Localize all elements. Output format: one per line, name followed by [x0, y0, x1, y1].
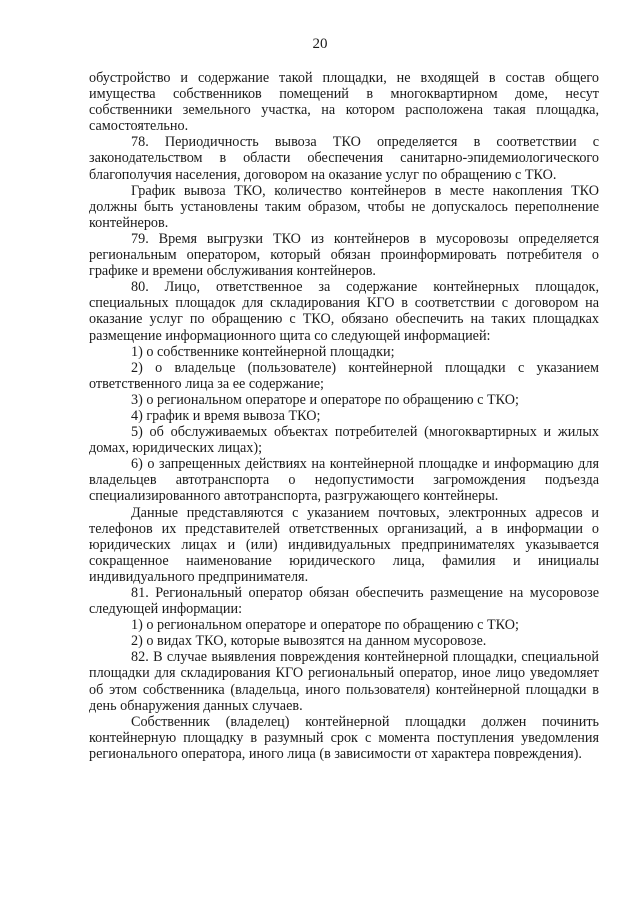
paragraph-owner-repair: Собственник (владелец) контейнерной площадки должен починить контейнерную площадку в разумный срок с момента поступления уведомления регионального оператора, иного лица (в зависимости от характера повреждения).	[89, 713, 599, 762]
list-item-80-2: 2) о владельце (пользователе) контейнерной площадки с указанием ответственного лица за ее содержание;	[89, 359, 599, 392]
list-item-80-1: 1) о собственнике контейнерной площадки;	[131, 343, 395, 360]
paragraph-78: 78. Периодичность вывоза ТКО определяется в соответствии с законодательством в области обеспечения санитарно-эпидемиологического благополучия населения, договором на оказание услуг по обращению с ТКО.	[89, 134, 599, 183]
paragraph-continuation: обустройство и содержание такой площадки, не входящей в состав общего имущества собственников помещений в многоквартирном доме, несут собственники земельного участка, на котором расположена такая площадка, самостоятельно.	[89, 70, 599, 135]
paragraph-81: 81. Региональный оператор обязан обеспечить размещение на мусоровозе следующей информации:	[89, 585, 599, 618]
document-body	[89, 70, 599, 762]
list-item-80-4: 4) график и время вывоза ТКО;	[131, 407, 321, 424]
list-item-80-5: 5) об обслуживаемых объектах потребителей (многоквартирных и жилых домах, юридических лицах);	[89, 424, 599, 457]
list-item-80-6: 6) о запрещенных действиях на контейнерной площадке и информацию для владельцев автотранспорта о недопустимости загромождения подъезда специализированного автотранспорта, разгружающего контейнеры.	[89, 456, 599, 505]
list-item-81-1: 1) о региональном операторе и операторе по обращению с ТКО;	[131, 617, 519, 634]
paragraph-79: 79. Время выгрузки ТКО из контейнеров в мусоровозы определяется региональным оператором, который обязан проинформировать потребителя о графике и времени обслуживания контейнеров.	[89, 230, 599, 280]
paragraph-data-presentation: Данные представляются с указанием почтовых, электронных адресов и телефонов их представителей ответственных организаций, а в информации о юридических лицах и (или) индивидуальных предпринимателях указывается сокращенное наименование юридического лица, фамилия и инициалы индивидуального предпринимателя.	[89, 504, 599, 585]
page-number: 20	[312, 36, 328, 52]
paragraph-schedule: График вывоза ТКО, количество контейнеров в месте накопления ТКО должны быть установлены таким образом, чтобы не допускалось переполнение контейнеров.	[89, 182, 599, 231]
paragraph-80: 80. Лицо, ответственное за содержание контейнерных площадок, специальных площадок для складирования КГО в соответствии с договором на оказание услуг по обращению с ТКО, обязано обеспечить на таких площадках размещение информационного щита со следующей информацией:	[89, 279, 599, 344]
paragraph-82: 82. В случае выявления повреждения контейнерной площадки, специальной площадки для складирования КГО региональный оператор, иное лицо уведомляет об этом собственника (владельца, иного пользователя) контейнерной площадки в день обнаружения данных случаев.	[89, 649, 599, 714]
list-item-81-2: 2) о видах ТКО, которые вывозятся на данном мусоровозе.	[131, 633, 487, 650]
list-item-80-3: 3) о региональном операторе и операторе по обращению с ТКО;	[131, 391, 519, 408]
